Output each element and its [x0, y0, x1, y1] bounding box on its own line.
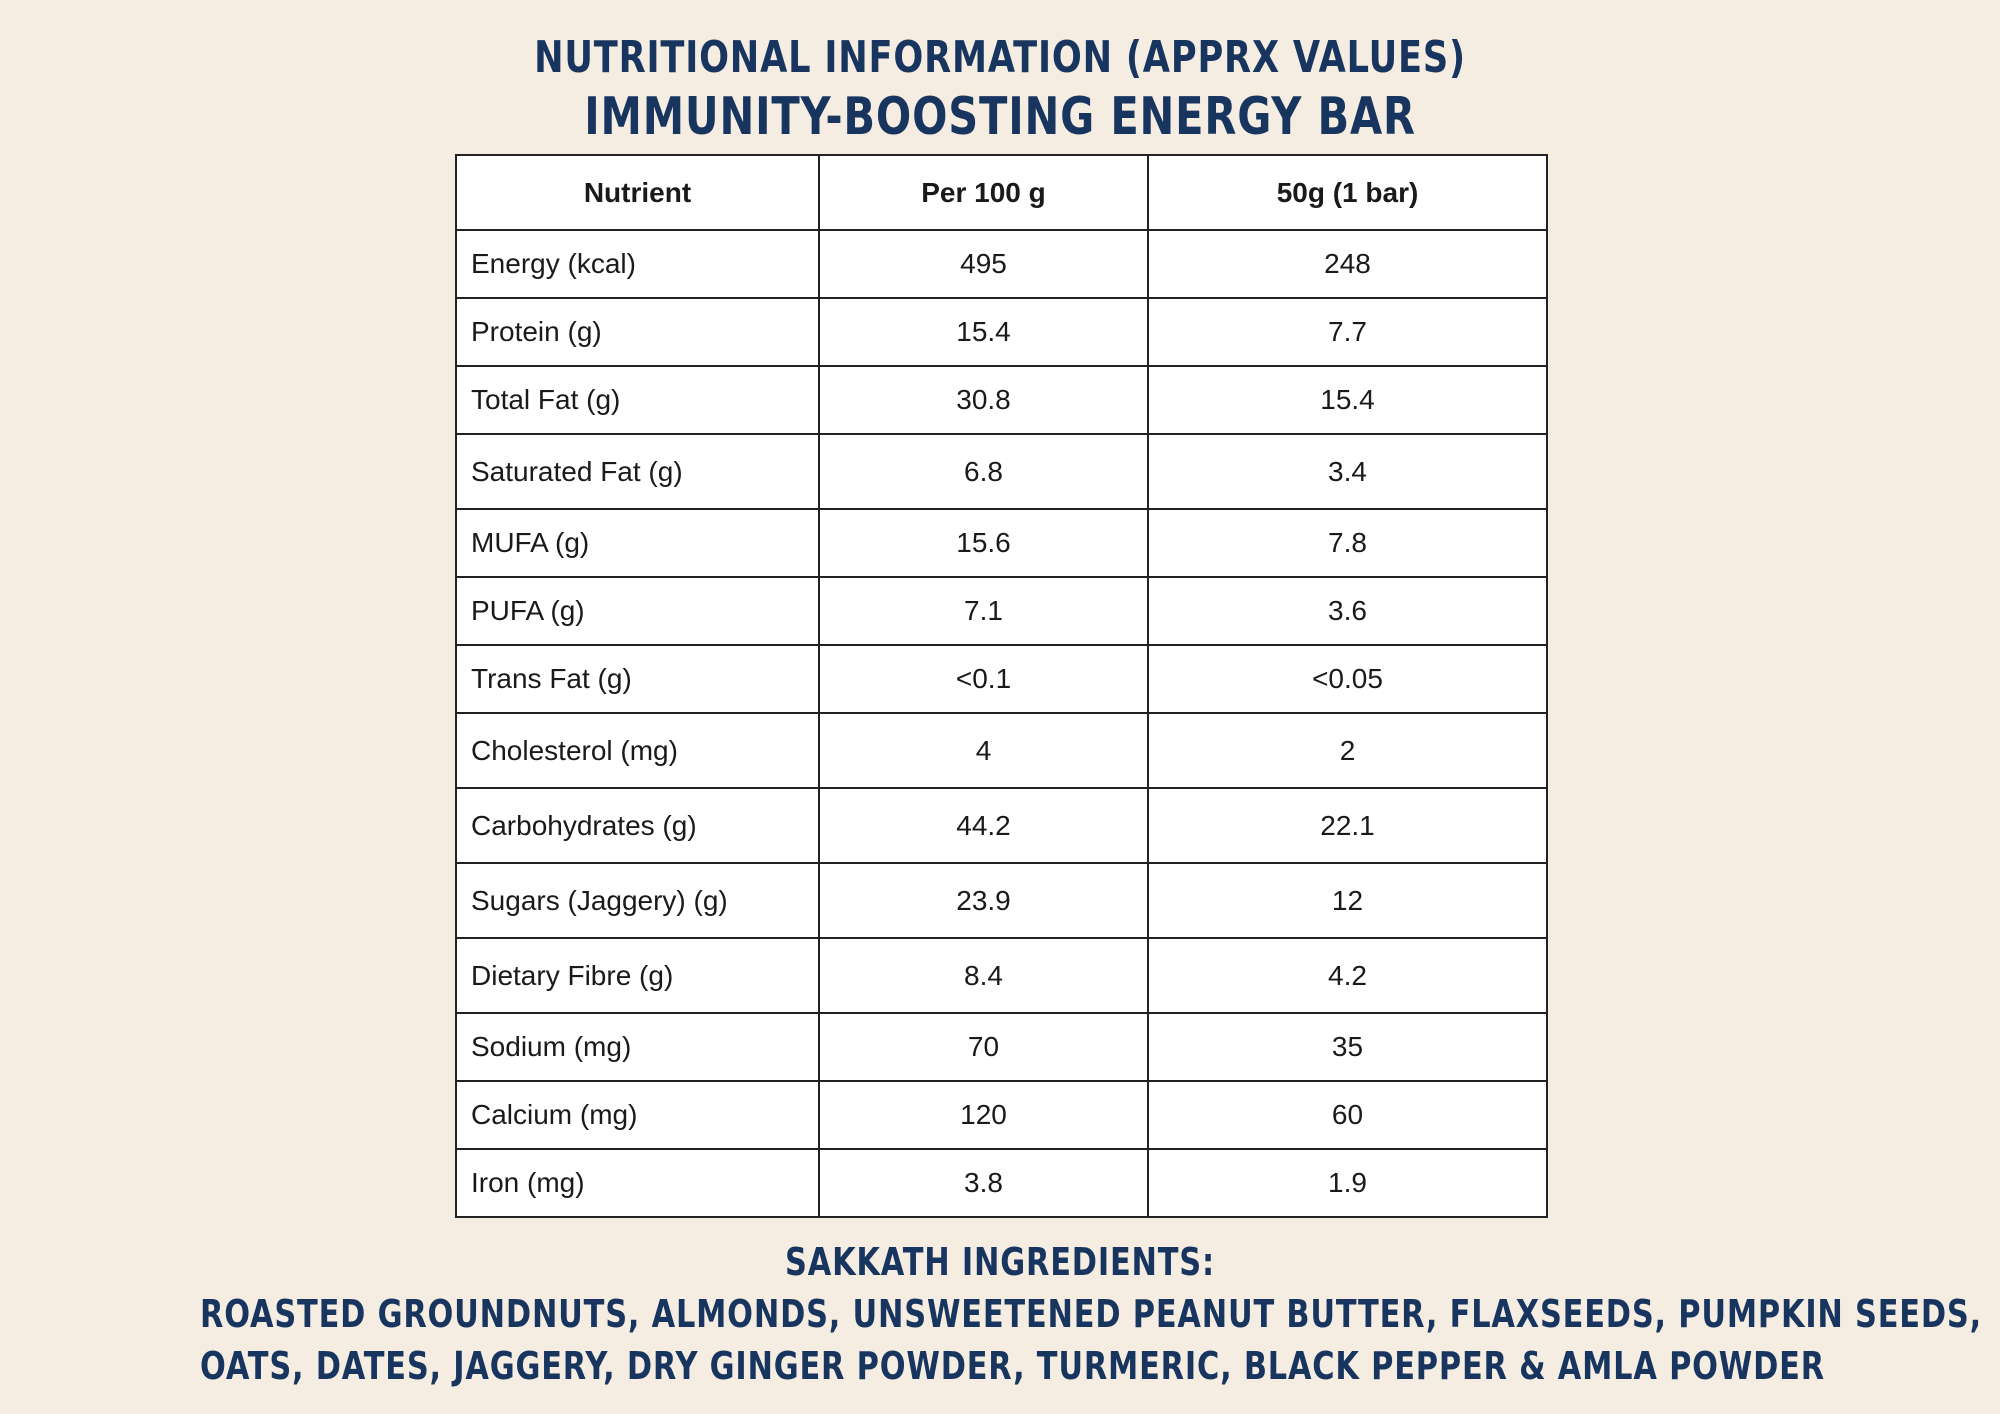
value-per-bar: 12: [1148, 863, 1547, 938]
nutrition-table: [455, 154, 1548, 1218]
value-per-bar: 7.7: [1148, 298, 1547, 366]
table-row: [456, 645, 1547, 713]
nutrient-name: Cholesterol (mg): [456, 713, 819, 788]
product-name: IMMUNITY-BOOSTING ENERGY BAR: [584, 87, 1416, 147]
nutrient-name: Carbohydrates (g): [456, 788, 819, 863]
value-per-100g: 15.6: [819, 509, 1148, 577]
value-per-bar: 1.9: [1148, 1149, 1547, 1217]
column-header-per-bar: 50g (1 bar): [1148, 155, 1547, 230]
value-per-100g: 7.1: [819, 577, 1148, 645]
nutrient-name: Total Fat (g): [456, 366, 819, 434]
table-row: [456, 230, 1547, 298]
value-per-bar: 248: [1148, 230, 1547, 298]
value-per-100g: 8.4: [819, 938, 1148, 1013]
value-per-bar: 3.6: [1148, 577, 1547, 645]
nutrient-name: Trans Fat (g): [456, 645, 819, 713]
value-per-bar: <0.05: [1148, 645, 1547, 713]
table-row: [456, 1149, 1547, 1217]
value-per-bar: 22.1: [1148, 788, 1547, 863]
value-per-100g: 23.9: [819, 863, 1148, 938]
value-per-100g: 6.8: [819, 434, 1148, 509]
nutrient-name: PUFA (g): [456, 577, 819, 645]
nutrient-name: Sodium (mg): [456, 1013, 819, 1081]
value-per-bar: 35: [1148, 1013, 1547, 1081]
table-header-row: [456, 155, 1547, 230]
nutrient-name: Sugars (Jaggery) (g): [456, 863, 819, 938]
table-row: [456, 434, 1547, 509]
table-row: [456, 1081, 1547, 1149]
value-per-100g: 70: [819, 1013, 1148, 1081]
value-per-bar: 60: [1148, 1081, 1547, 1149]
value-per-100g: <0.1: [819, 645, 1148, 713]
nutrient-name: MUFA (g): [456, 509, 819, 577]
column-header-per-100g: Per 100 g: [819, 155, 1148, 230]
value-per-bar: 15.4: [1148, 366, 1547, 434]
page-title: NUTRITIONAL INFORMATION (APPRX VALUES): [534, 32, 1466, 83]
nutrient-name: Calcium (mg): [456, 1081, 819, 1149]
table-row: [456, 863, 1547, 938]
value-per-100g: 44.2: [819, 788, 1148, 863]
table-row: [456, 577, 1547, 645]
table-body: [456, 230, 1547, 1217]
table-row: [456, 509, 1547, 577]
ingredients-title: SAKKATH INGREDIENTS:: [785, 1240, 1215, 1284]
value-per-100g: 495: [819, 230, 1148, 298]
nutrient-name: Dietary Fibre (g): [456, 938, 819, 1013]
table-row: [456, 788, 1547, 863]
nutrient-name: Energy (kcal): [456, 230, 819, 298]
value-per-100g: 3.8: [819, 1149, 1148, 1217]
value-per-bar: 3.4: [1148, 434, 1547, 509]
value-per-100g: 120: [819, 1081, 1148, 1149]
value-per-100g: 30.8: [819, 366, 1148, 434]
table-row: [456, 713, 1547, 788]
ingredients-list-line-2: OATS, DATES, JAGGERY, DRY GINGER POWDER, TURMERIC, BLACK PEPPER & AMLA POWDER: [200, 1344, 1825, 1388]
table-row: [456, 366, 1547, 434]
table-row: [456, 1013, 1547, 1081]
value-per-bar: 2: [1148, 713, 1547, 788]
value-per-100g: 4: [819, 713, 1148, 788]
value-per-bar: 4.2: [1148, 938, 1547, 1013]
column-header-nutrient: Nutrient: [456, 155, 819, 230]
ingredients-list-line-1: ROASTED GROUNDNUTS, ALMONDS, UNSWEETENED PEANUT BUTTER, FLAXSEEDS, PUMPKIN SEEDS,: [200, 1292, 1982, 1336]
table-row: [456, 298, 1547, 366]
value-per-bar: 7.8: [1148, 509, 1547, 577]
table-row: [456, 938, 1547, 1013]
nutrient-name: Iron (mg): [456, 1149, 819, 1217]
value-per-100g: 15.4: [819, 298, 1148, 366]
nutrient-name: Saturated Fat (g): [456, 434, 819, 509]
nutrient-name: Protein (g): [456, 298, 819, 366]
